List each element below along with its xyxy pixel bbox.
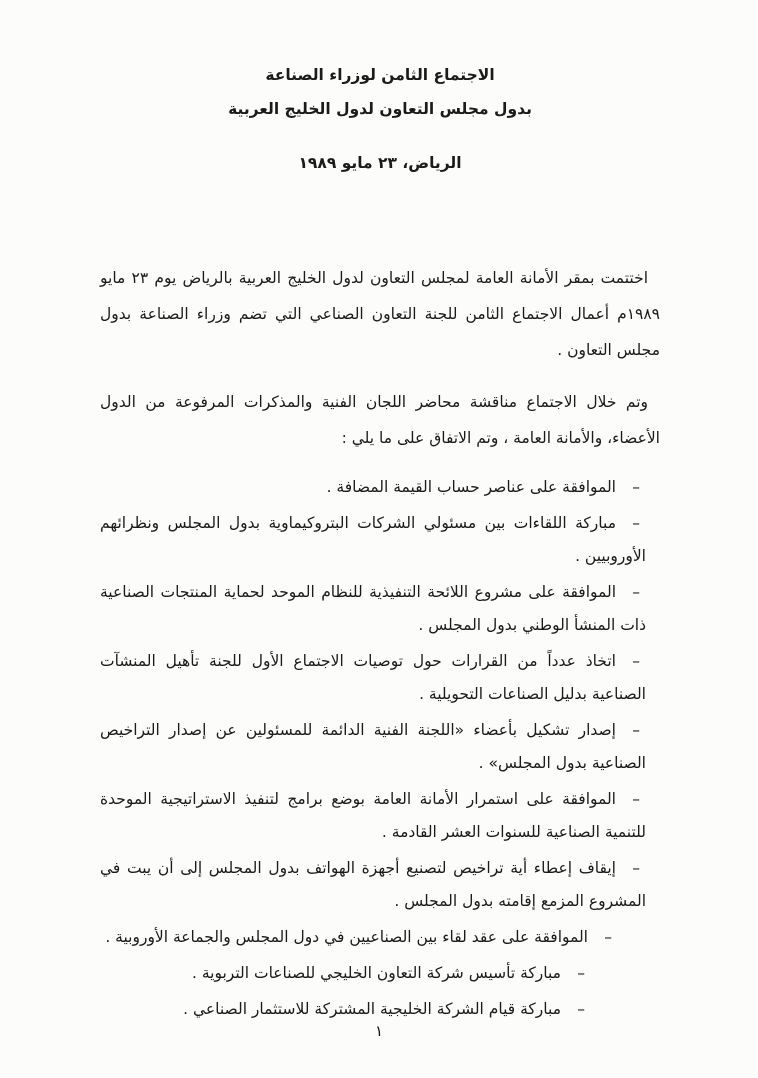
list-item xyxy=(100,714,660,780)
bullet-dash: – xyxy=(632,790,640,808)
list-item-text: إصدار تشكيل بأعضاء «اللجنة الفنية الدائمة للمسئولين عن إصدار التراخيص الصناعية بدول المجلس» . xyxy=(100,721,646,772)
list-item-text: مباركة اللقاءات بين مسئولي الشركات البتروكيماوية بدول المجلس ونظرائهم الأوروبيين . xyxy=(100,514,646,565)
document-content xyxy=(100,0,660,1029)
list-item-text: مباركة تأسيس شركة التعاون الخليجي للصناعات التربوية . xyxy=(192,964,561,982)
list-item-text: إيقاف إعطاء أية تراخيص لتصنيع أجهزة الهواتف بدول المجلس إلى أن يبت في المشروع المزمع إقامته بدول المجلس . xyxy=(100,859,646,910)
list-item xyxy=(100,783,660,849)
intro-paragraph: اختتمت بمقر الأمانة العامة لمجلس التعاون لدول الخليج العربية بالرياض يوم ٢٣ مايو ١٩٨٩م أعمال الاجتماع الثامن للجنة التعاون الصناعي التي تضم وزراء الصناعة بدول مجلس التعاون . xyxy=(100,269,660,359)
bullet-dash: – xyxy=(577,1000,585,1018)
list-item-text: الموافقة على عناصر حساب القيمة المضافة . xyxy=(326,478,616,496)
date-line: الرياض، ٢٣ مايو ١٩٨٩ xyxy=(298,154,462,172)
document-title xyxy=(100,0,660,180)
bullet-dash: – xyxy=(632,721,640,739)
bullet-dash: – xyxy=(577,964,585,982)
list-item xyxy=(100,852,660,918)
bullet-dash: – xyxy=(604,928,612,946)
bullet-dash: – xyxy=(632,583,640,601)
list-item-text: اتخاذ عدداً من القرارات حول توصيات الاجتماع الأول للجنة تأهيل المنشآت الصناعية بدليل الصناعات التحويلية . xyxy=(100,652,646,703)
bullet-dash: – xyxy=(632,514,640,532)
second-paragraph: وتم خلال الاجتماع مناقشة محاضر اللجان الفنية والمذكرات المرفوعة من الدول الأعضاء، والأمانة العامة ، وتم الاتفاق على ما يلي : xyxy=(100,392,660,447)
title-line-2: بدول مجلس التعاون لدول الخليج العربية xyxy=(228,100,532,118)
list-item-text: الموافقة على عقد لقاء بين الصناعيين في دول المجلس والجماعة الأوروبية . xyxy=(105,928,588,946)
title-line-1: الاجتماع الثامن لوزراء الصناعة xyxy=(265,66,495,84)
list-item xyxy=(100,645,660,711)
list-item xyxy=(100,921,660,954)
list-item-text: مباركة قيام الشركة الخليجية المشتركة للاستثمار الصناعي . xyxy=(183,1000,561,1018)
list-item-text: الموافقة على استمرار الأمانة العامة بوضع برامج لتنفيذ الاستراتيجية الموحدة للتنمية الصناعية للسنوات العشر القادمة . xyxy=(100,790,646,841)
decision-list xyxy=(100,471,660,1026)
page-number: ١ xyxy=(374,1022,384,1040)
list-item xyxy=(100,576,660,642)
bullet-dash: – xyxy=(632,652,640,670)
list-item-text: الموافقة على مشروع اللائحة التنفيذية للنظام الموحد لحماية المنتجات الصناعية ذات المنشأ الوطني بدول المجلس . xyxy=(100,583,646,634)
list-item xyxy=(100,507,660,573)
list-item xyxy=(100,471,660,504)
bullet-dash: – xyxy=(632,859,640,877)
bullet-dash: – xyxy=(632,478,640,496)
list-item xyxy=(100,957,660,990)
